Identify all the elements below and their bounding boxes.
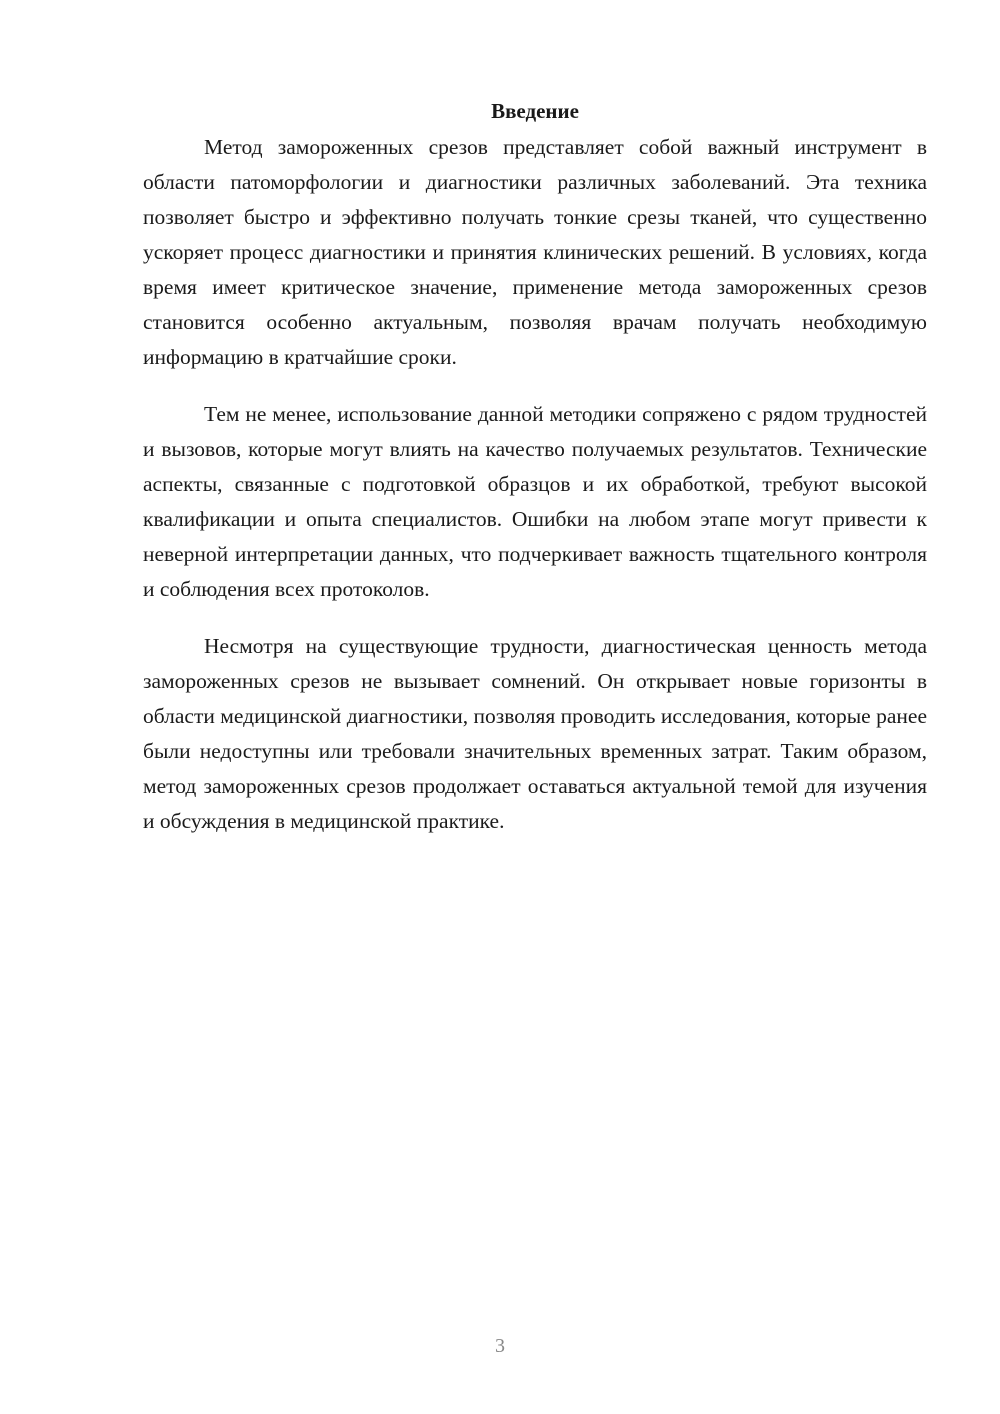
page-number: 3 (495, 1335, 505, 1357)
page-content (143, 96, 927, 861)
section-title: Введение (491, 99, 579, 123)
paragraph-1: Метод замороженных срезов представляет собой важный инструмент в области патоморфологии и диагностики различных заболеваний. Эта техника позволяет быстро и эффективно получать тонкие срезы тканей, что существенно ускоряет процесс диагностики и принятия клинических решений. В условиях, когда время имеет критическое значение, применение метода замороженных срезов становится особенно актуальным, позволяя врачам получать необходимую информацию в кратчайшие сроки. (143, 135, 927, 369)
paragraph-3: Несмотря на существующие трудности, диагностическая ценность метода замороженных срезов не вызывает сомнений. Он открывает новые горизонты в области медицинской диагностики, позволяя проводить исследования, которые ранее были недоступны или требовали значительных временных затрат. Таким образом, метод замороженных срезов продолжает оставаться актуальной темой для изучения и обсуждения в медицинской практике. (143, 634, 927, 833)
paragraph-2: Тем не менее, использование данной методики сопряжено с рядом трудностей и вызовов, которые могут влиять на качество получаемых результатов. Технические аспекты, связанные с подготовкой образцов и их обработкой, требуют высокой квалификации и опыта специалистов. Ошибки на любом этапе могут привести к неверной интерпретации данных, что подчеркивает важность тщательного контроля и соблюдения всех протоколов. (143, 402, 927, 601)
